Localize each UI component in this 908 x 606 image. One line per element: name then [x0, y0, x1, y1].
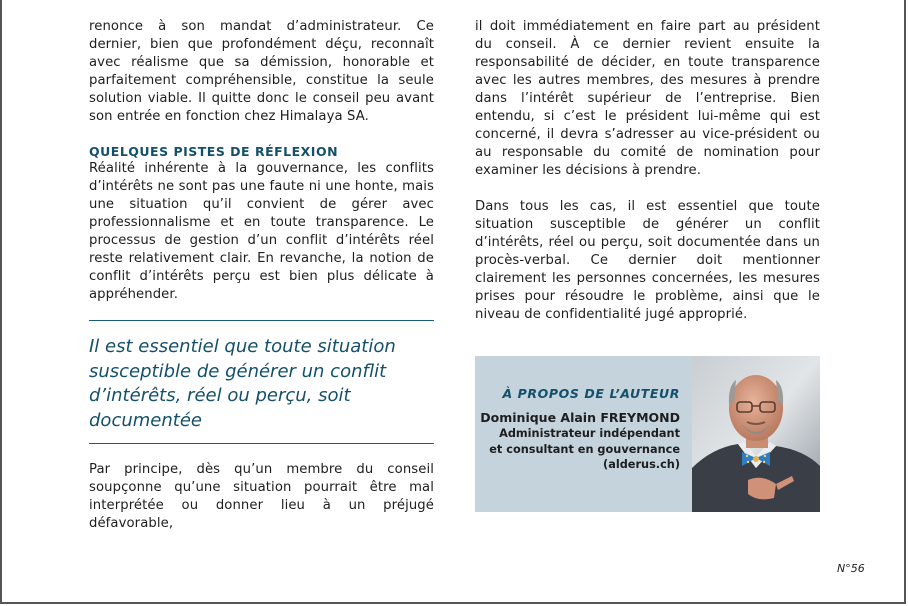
left-column-bottom — [89, 461, 434, 533]
right-column — [475, 18, 820, 324]
right-paragraph-2: Dans tous les cas, il est essentiel que toute situation susceptible de générer un conflit d’intérêts, réel ou perçu, soit documentée dans un procès-verbal. Ce dernier doit mentionner clairement les personnes concernées, les mesures prises pour résoudre le problème, ainsi que le niveau de confidentialité jugé approprié. — [475, 199, 820, 322]
intro-paragraph: renonce à son mandat d’administrateur. Ce dernier, bien que profondément déçu, reconnaît avec réalisme que sa démission, honorable et parfaitement compréhensible, constitue la seule solution viable. Il quitte donc le conseil peu avant son entrée en fonction chez Himalaya SA. — [89, 19, 434, 124]
left-column — [89, 18, 434, 304]
author-role-line-3: (alderus.ch) — [603, 458, 680, 471]
author-info — [475, 386, 680, 473]
closing-paragraph: Par principe, dès qu’un membre du conseil soupçonne qu’une situation pourrait être mal interprétée ou donner lieu à un préjugé défavorable, — [89, 462, 434, 531]
pull-quote: Il est essentiel que toute situation susceptible de générer un conflit d’intérêts, réel ou perçu, soit documentée — [89, 336, 396, 431]
author-box — [475, 356, 820, 512]
author-kicker: À PROPOS DE L’AUTEUR — [502, 386, 680, 401]
page-number: N°56 — [837, 562, 865, 575]
author-photo — [692, 356, 820, 512]
author-role-line-1: Administrateur indépendant — [499, 427, 680, 440]
pull-quote-block — [89, 320, 434, 444]
author-portrait-icon — [692, 356, 820, 512]
author-role-line-2: et consultant en gouvernance — [489, 442, 680, 456]
right-paragraph-1: il doit immédiatement en faire part au président du conseil. À ce dernier revient ensuite la responsabilité de décider, en toute transparence avec les autres membres, des mesures à prendre dans l’intérêt supérieur de l’entreprise. Bien entendu, si c’est le président lui-même qui est concerné, il devra s’adresser au vice-président ou au responsable du comité de nomination pour examiner les décisions à prendre. — [475, 19, 820, 178]
section-paragraph: Réalité inhérente à la gouvernance, les conflits d’intérêts ne sont pas une faute ni une honte, mais une situation qu’il convient de gérer avec professionnalisme et en toute transparence. Le processus de gestion d’un conflit d’intérêts réel reste relativement clair. En revanche, la notion de conflit d’intérêts perçu est bien plus délicate à appréhender. — [89, 161, 434, 302]
author-name: Dominique Alain FREYMOND — [480, 410, 680, 425]
section-heading: QUELQUES PISTES DE RÉFLEXION — [89, 144, 339, 159]
